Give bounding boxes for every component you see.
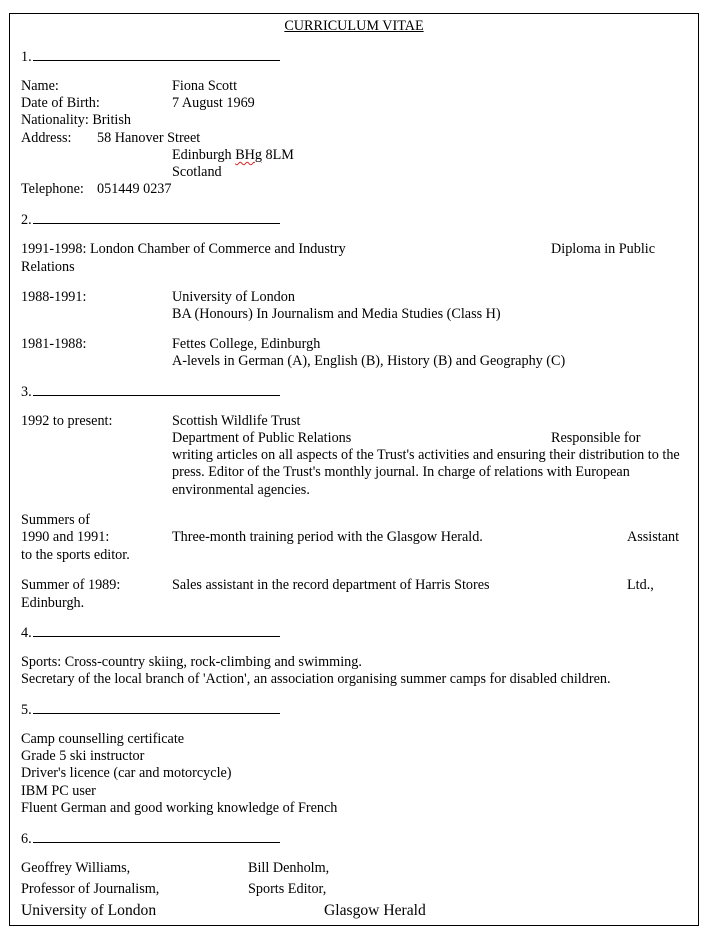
skill-item: Camp counselling certificate <box>21 731 185 747</box>
telephone-value: 051449 0237 <box>97 181 172 197</box>
section-1-blank <box>33 48 280 61</box>
referee-1-title: Professor of Journalism, <box>21 881 160 897</box>
education-3-dates: 1981-1988: <box>21 336 87 352</box>
address-line-1: 58 Hanover Street <box>97 130 201 146</box>
education-1-line-2: Relations <box>21 259 75 275</box>
section-4-heading <box>21 624 280 642</box>
section-4-number: 4. <box>21 625 32 641</box>
section-2-number: 2. <box>21 212 32 228</box>
education-2-line-1: University of London <box>172 289 295 305</box>
nationality: Nationality: British <box>21 112 131 128</box>
experience-1-line-1: Scottish Wildlife Trust <box>172 413 301 429</box>
section-2-heading <box>21 211 280 229</box>
skill-item: Driver's licence (car and motorcycle) <box>21 765 232 781</box>
education-3-line-1: Fettes College, Edinburgh <box>172 336 321 352</box>
section-5-heading <box>21 701 280 719</box>
experience-1-line-2-right: Responsible for <box>551 430 641 446</box>
postcode-misspelled: BHg <box>235 147 262 163</box>
skill-item: Fluent German and good working knowledge of French <box>21 800 338 816</box>
section-4-blank <box>33 624 280 637</box>
education-2-dates: 1988-1991: <box>21 289 87 305</box>
referee-2-title: Sports Editor, <box>248 881 327 897</box>
dob-label: Date of Birth: <box>21 95 100 111</box>
section-3-heading <box>21 383 280 401</box>
address-label: Address: <box>21 130 72 146</box>
experience-1-dates: 1992 to present: <box>21 413 113 429</box>
address-city: Edinburgh <box>172 147 232 163</box>
section-6-heading <box>21 830 280 848</box>
education-1-line-1: 1991-1998: London Chamber of Commerce and Industry <box>21 241 346 257</box>
experience-1-line-2: Department of Public Relations <box>172 430 352 446</box>
experience-2-dates-line-2: 1990 and 1991: <box>21 529 110 545</box>
experience-3-line-1-right: Ltd., <box>627 577 654 593</box>
referee-1-organisation: University of London <box>21 902 157 919</box>
education-1-line-1-right: Diploma in Public <box>551 241 656 257</box>
experience-3-dates: Summer of 1989: <box>21 577 121 593</box>
section-6-blank <box>33 830 280 843</box>
section-1-number: 1. <box>21 49 32 65</box>
telephone-label: Telephone: <box>21 181 84 197</box>
referee-1-name: Geoffrey Williams, <box>21 860 131 876</box>
experience-3-line-1: Sales assistant in the record department of Harris Stores <box>172 577 490 593</box>
section-5-blank <box>33 701 280 714</box>
education-3-line-2: A-levels in German (A), English (B), History (B) and Geography (C) <box>172 353 566 369</box>
interests-line-1: Sports: Cross-country skiing, rock-climbing and swimming. <box>21 654 362 670</box>
referee-2-name: Bill Denholm, <box>248 860 330 876</box>
section-3-number: 3. <box>21 384 32 400</box>
experience-3-line-2: Edinburgh. <box>21 595 85 611</box>
section-2-blank <box>33 211 280 224</box>
section-6-number: 6. <box>21 831 32 847</box>
name-label: Name: <box>21 78 59 94</box>
experience-2-line-1-right: Assistant <box>627 529 680 545</box>
document-title: CURRICULUM VITAE <box>284 18 424 34</box>
skill-item: IBM PC user <box>21 783 96 799</box>
skill-item: Grade 5 ski instructor <box>21 748 145 764</box>
name-value: Fiona Scott <box>172 78 238 94</box>
interests-line-2: Secretary of the local branch of 'Action', an association organising summer camps for disabled children. <box>21 671 611 687</box>
section-3-blank <box>33 383 280 396</box>
experience-2-line-1: Three-month training period with the Glasgow Herald. <box>172 529 483 545</box>
postcode-rest: 8LM <box>262 147 294 163</box>
experience-2-line-2: to the sports editor. <box>21 547 130 563</box>
address-line-2 <box>172 147 294 164</box>
section-5-number: 5. <box>21 702 32 718</box>
address-line-3: Scotland <box>172 164 222 180</box>
experience-2-dates-line-1: Summers of <box>21 512 90 528</box>
referee-2-organisation: Glasgow Herald <box>324 902 426 919</box>
education-2-line-2: BA (Honours) In Journalism and Media Studies (Class H) <box>172 306 501 322</box>
section-1-heading <box>21 48 280 66</box>
dob-value: 7 August 1969 <box>172 95 255 111</box>
experience-1-description: writing articles on all aspects of the Trust's activities and ensuring their distribution to the press. Editor of the Trust's monthly journal. In charge of relations with European environmental agencies. <box>172 447 680 498</box>
